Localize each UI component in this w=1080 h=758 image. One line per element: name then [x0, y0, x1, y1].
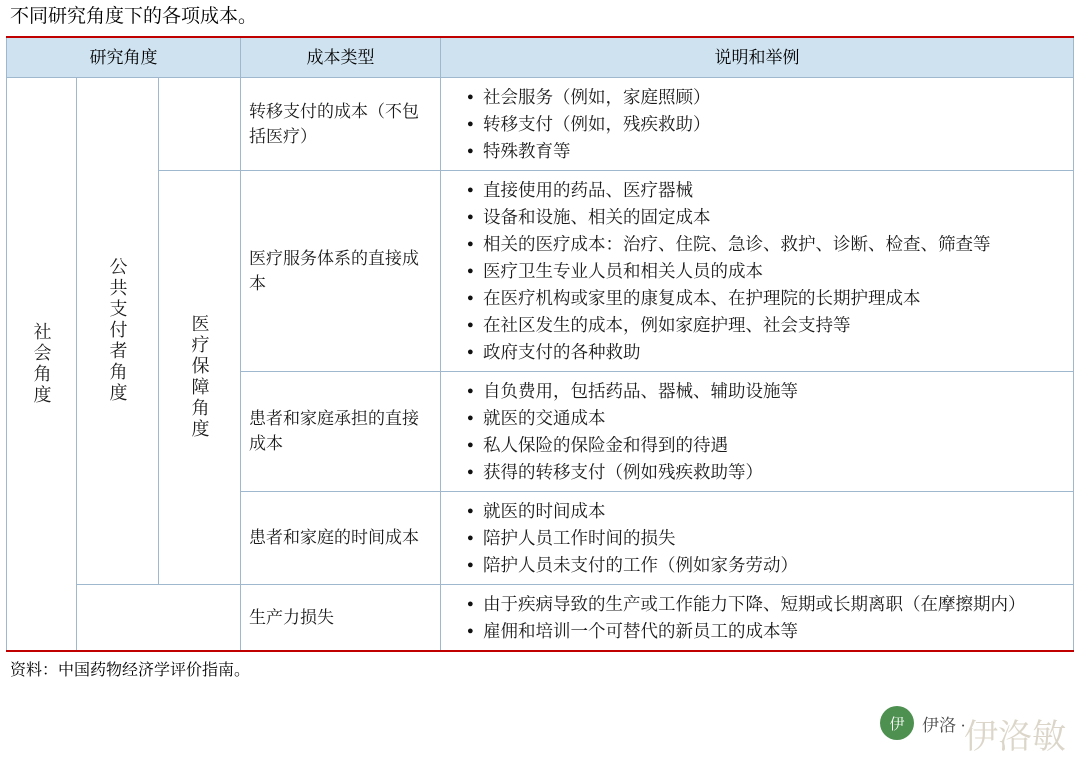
list-item: ● 陪护人员工作时间的损失	[467, 525, 1065, 551]
watermark-label: 伊洛 ·	[922, 715, 966, 735]
perspective-inner-blank-cell	[159, 77, 241, 170]
table-row	[7, 584, 1074, 651]
description-list	[449, 84, 1065, 164]
description-cell	[441, 584, 1074, 651]
description-list	[449, 177, 1065, 365]
table-body	[7, 77, 1074, 651]
list-item: ● 在社区发生的成本，例如家庭护理、社会支持等	[467, 312, 1065, 338]
watermark	[880, 696, 1070, 750]
list-item: ● 在医疗机构或家里的康复成本、在护理院的长期护理成本	[467, 285, 1065, 311]
list-item: ● 相关的医疗成本：治疗、住院、急诊、救护、诊断、检查、筛查等	[467, 231, 1065, 257]
column-header-description: 说明和举例	[441, 37, 1074, 77]
description-cell	[441, 77, 1074, 170]
column-header-cost-type: 成本类型	[241, 37, 441, 77]
list-item: ● 获得的转移支付（例如残疾救助等）	[467, 459, 1065, 485]
list-item: ● 转移支付（例如，残疾救助）	[467, 111, 1065, 137]
cost-type-cell: 患者和家庭承担的直接成本	[241, 371, 441, 491]
table-header-row	[7, 37, 1074, 77]
perspective-outer-label: 社会角度	[31, 321, 52, 406]
perspective-mid-cell	[77, 77, 159, 584]
list-item: ● 直接使用的药品、医疗器械	[467, 177, 1065, 203]
description-list	[449, 591, 1065, 644]
list-item: ● 私人保险的保险金和得到的待遇	[467, 432, 1065, 458]
cost-type-cell: 转移支付的成本（不包括医疗）	[241, 77, 441, 170]
list-item: ● 就医的交通成本	[467, 405, 1065, 431]
cost-type-cell: 医疗服务体系的直接成本	[241, 170, 441, 371]
table-row	[7, 77, 1074, 170]
list-item: ● 社会服务（例如，家庭照顾）	[467, 84, 1065, 110]
cost-table	[6, 36, 1074, 652]
list-item: ● 设备和设施、相关的固定成本	[467, 204, 1065, 230]
perspective-inner-label: 医疗保障角度	[189, 314, 210, 440]
column-header-perspective: 研究角度	[7, 37, 241, 77]
table-head	[7, 37, 1074, 77]
perspective-blank-cell	[77, 584, 241, 651]
perspective-outer-cell	[7, 77, 77, 651]
perspective-mid-label: 公共支付者角度	[107, 257, 128, 404]
list-item: ● 雇佣和培训一个可替代的新员工的成本等	[467, 618, 1065, 644]
cost-type-cell: 生产力损失	[241, 584, 441, 651]
list-item: ● 陪护人员未支付的工作（例如家务劳动）	[467, 552, 1065, 578]
page-title: 不同研究角度下的各项成本。	[10, 6, 258, 27]
list-item: ● 政府支付的各种救助	[467, 339, 1065, 365]
list-item: ● 由于疾病导致的生产或工作能力下降、短期或长期离职（在摩擦期内）	[467, 591, 1065, 617]
source-note: 资料：中国药物经济学评价指南。	[10, 661, 251, 679]
list-item: ● 特殊教育等	[467, 138, 1065, 164]
description-cell	[441, 371, 1074, 491]
description-list	[449, 498, 1065, 578]
list-item: ● 就医的时间成本	[467, 498, 1065, 524]
list-item: ● 医疗卫生专业人员和相关人员的成本	[467, 258, 1065, 284]
cost-type-cell: 患者和家庭的时间成本	[241, 491, 441, 584]
description-list	[449, 378, 1065, 485]
description-cell	[441, 491, 1074, 584]
watermark-badge-icon: 伊	[880, 706, 914, 740]
watermark-large-text: 伊洛敏	[964, 719, 1066, 756]
perspective-inner-cell	[159, 170, 241, 584]
list-item: ● 自负费用，包括药品、器械、辅助设施等	[467, 378, 1065, 404]
table-row	[7, 170, 1074, 371]
description-cell	[441, 170, 1074, 371]
